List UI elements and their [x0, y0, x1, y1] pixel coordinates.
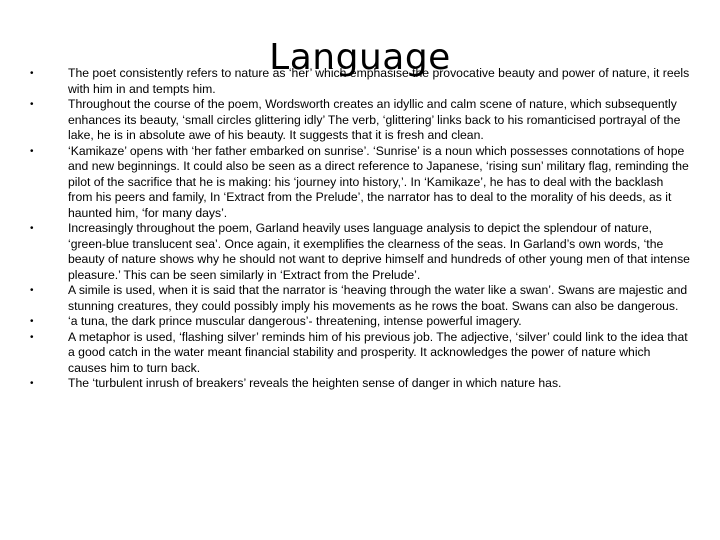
bullet-item — [30, 330, 690, 377]
bullet-item — [30, 221, 690, 283]
bullet-item — [30, 314, 690, 330]
bullet-text: Increasingly throughout the poem, Garland heavily uses language analysis to depict the splendour of nature, ‘green-blue translucent sea’. Once again, it exemplifies the clearness of the seas. In Garland’s own words, ‘the beauty of nature shows why he should not want to deprive himself and hundreds of other young men of that intense pleasure.’ This can be seen similarly in ‘Extract from the Prelude’. — [68, 221, 690, 282]
bullet-text: The poet consistently refers to nature as ‘her’ which emphasise the provocative beauty and power of nature, it reels with him in and tempts him. — [68, 66, 690, 96]
bullet-item — [30, 376, 690, 392]
bullet-text: Throughout the course of the poem, Wordsworth creates an idyllic and calm scene of nature, which subsequently enhances its beauty, ‘small circles glittering idly’ The verb, ‘glittering’ links back to his romanticised portrayal of the lake, he is in absolute awe of his beauty. It suggests that it is fresh and clean. — [68, 97, 681, 142]
bullet-text: ‘Kamikaze’ opens with ‘her father embarked on sunrise’. ‘Sunrise’ is a noun which possesses connotations of hope and new beginnings. It could also be seen as a direct reference to Japanese, ‘rising sun’ military flag, reminding the pilot of the sacrifice that he is making: his ‘journey into history,’. In ‘Kamikaze’, he has to deal with the backlash from his peers and family, In ‘Extract from the Prelude’, the narrator has to deal to the morality of his deeds, as it haunted him, ‘for many days’. — [68, 143, 689, 220]
bullet-text: ‘a tuna, the dark prince muscular dangerous’- threatening, intense powerful imagery. — [68, 314, 522, 328]
bullet-icon: • — [30, 331, 34, 343]
bullet-item — [30, 144, 690, 222]
bullet-icon: • — [30, 99, 34, 110]
bullet-item — [30, 66, 690, 97]
bullet-icon: • — [30, 316, 34, 327]
bullet-icon: • — [30, 378, 34, 389]
bullet-icon: • — [30, 145, 34, 157]
bullet-text: The ‘turbulent inrush of breakers’ reveals the heighten sense of danger in which nature has. — [68, 376, 562, 390]
slide-title: Language — [269, 37, 451, 79]
bullet-icon: • — [30, 223, 34, 234]
bullet-text: A simile is used, when it is said that the narrator is ‘heaving through the water like a swan’. Swans are majestic and stunning creatures, they could possibly imply his movements as he rows the boat. Swans can also be dangerous. — [68, 283, 688, 313]
bullet-text: A metaphor is used, ‘flashing silver’ reminds him of his previous job. The adjective, ‘silver’ could link to the idea that a good catch in the water meant financial stability and prosperity. It acknowledges the power of nature which causes him to turn back. — [68, 329, 688, 375]
bullet-item — [30, 283, 690, 314]
bullet-icon: • — [30, 68, 34, 79]
bullet-icon: • — [30, 285, 34, 296]
bullet-item — [30, 97, 690, 144]
bullet-list — [30, 66, 690, 392]
